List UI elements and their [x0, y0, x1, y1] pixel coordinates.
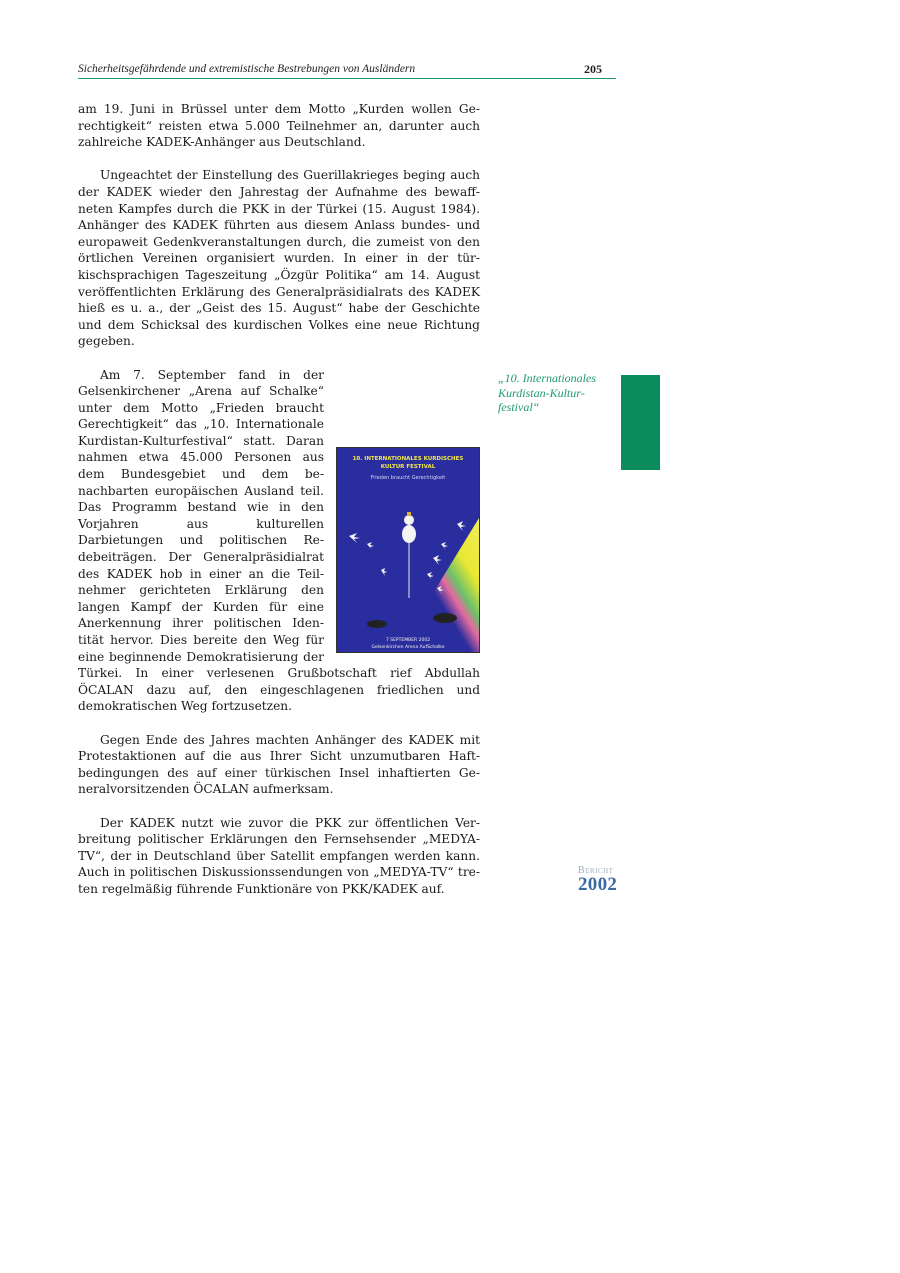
poster-footer-line2: Gelsenkirchen Arena AufSchalke — [371, 644, 445, 650]
poster-title-line1: 10. INTERNATIONALES KURDISCHES — [352, 455, 464, 462]
paragraph-3-block — [78, 367, 480, 715]
paragraph-5: Der KADEK nutzt wie zuvor die PKK zur öffentlichen Verbreitung politischer Erklärungen den Fernsehsender „MEDYA-TV“, der in Deutschland über Satellit empfangen werden kann. Auch in politischen Diskussionssendungen von „MEDYA-TV“ treten regelmäßig führende Funktionäre von PKK/KADEK auf. — [78, 815, 480, 896]
running-title: Sicherheitsgefährdende und extremistische Bestrebungen von Ausländern — [78, 63, 416, 75]
festival-poster-graphic — [337, 448, 479, 652]
paragraph-3-text: Am 7. September fand in der Gelsenkirchener „Arena auf Schalke“ unter dem Motto „Frieden braucht Gerechtigkeit“ das „10. Internationale Kurdistan-Kulturfestival“ statt. Daran nahmen etwa 45.000 Personen aus dem Bundesgebiet und dem benachbarten europäischen Ausland teil. Das Programm bestand wie in den Vorjahren aus kulturellen Darbietungen und politischen Redebeiträgen. Der Generalpräsidialrat des KADEK hob in einer an die Teilnehmer gerichteten Erklärung den langen Kampf der Kurden für eine Anerkennung ihrer politischen Identität hervor. Dies bereite den Weg für eine beginnende Demokratisierung der Türkei. In einer verlesenen Grußbotschaft rief Abdullah ÖCALAN dazu auf, den eingeschlagenen friedlichen und demokratischen Weg fortzusetzen. — [78, 367, 480, 714]
page-number: 205 — [584, 62, 602, 76]
poster-footer-line1: 7 SEPTEMBER 2002 — [385, 637, 431, 643]
body-text — [78, 101, 480, 914]
paragraph-2: Ungeachtet der Einstellung des Guerillakrieges beging auch der KADEK wieder den Jahrestag der Aufnahme des bewaffneten Kampfes durch die PKK in der Türkei (15. August 1984). Anhänger des KADEK führten aus diesem Anlass bundes- und europaweit Gedenkveranstaltungen durch, die zumeist von den örtlichen Vereinen organisiert wurden. In einer in der türkischsprachigen Tageszeitung „Özgür Politika“ am 14. August veröffentlichten Erklärung des Generalpräsidialrats des KADEK hieß es u. a., der „Geist des 15. August“ habe der Geschichte und dem Schicksal des kurdischen Volkes eine neue Richtung gegeben. — [78, 168, 480, 349]
report-logo-year: 2002 — [578, 874, 618, 895]
report-logo-label: Bericht — [578, 865, 614, 876]
chapter-tab-marker — [621, 375, 660, 470]
festival-poster-image — [336, 447, 480, 653]
paragraph-3 — [78, 367, 480, 715]
poster-title-line2: KULTUR FESTIVAL — [380, 463, 436, 470]
running-header — [78, 62, 616, 79]
paragraph-4: Gegen Ende des Jahres machten Anhänger des KADEK mit Protestaktionen auf die aus Ihrer Sicht unzumutbaren Haftbedingungen des auf einer türkischen Insel inhaftierten Generalvorsitzenden ÖCALAN aufmerksam. — [78, 732, 480, 797]
report-logo — [578, 865, 638, 894]
poster-subtitle: Frieden braucht Gerechtigkeit — [370, 474, 446, 481]
paragraph-1: am 19. Juni in Brüssel unter dem Motto „Kurden wollen Gerechtigkeit“ reisten etwa 5.000 Teilnehmer an, darunter auch zahlreiche KADEK-Anhänger aus Deutschland. — [78, 102, 480, 150]
margin-note: „10. Internationales Kurdistan-Kulturfestival“ — [498, 371, 596, 414]
